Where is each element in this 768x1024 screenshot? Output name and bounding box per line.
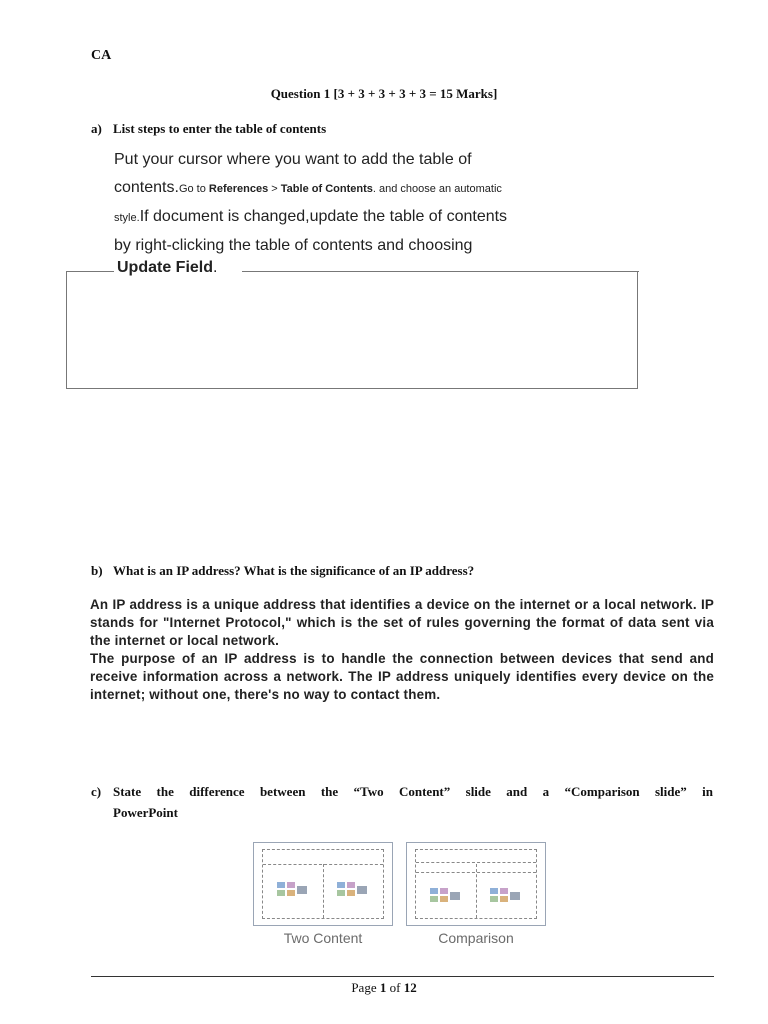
- footer-of-word: of: [386, 980, 404, 995]
- answer-a-line-2-big: contents.: [114, 179, 179, 196]
- part-b-label: b): [91, 563, 103, 578]
- answer-box-top-border-right: [242, 271, 639, 272]
- part-a-question: List steps to enter the table of contents: [113, 121, 327, 136]
- answer-a-line-2-small-1: Go to: [178, 183, 209, 195]
- part-c-question-line-1: State the difference between the “Two Content” slide and a “Comparison slide” in: [113, 784, 713, 799]
- answer-a-line-2-small-2: >: [268, 183, 281, 195]
- answer-box: [66, 271, 638, 389]
- answer-a-line-3-small: style.: [114, 212, 140, 224]
- page-footer: [0, 980, 768, 996]
- footer-page-word: Page: [351, 980, 380, 995]
- answer-a-line-1: Put your cursor where you want to add the table of: [114, 151, 472, 168]
- answer-a-references: References: [208, 183, 269, 195]
- content-placeholder-icons-icon: [430, 888, 462, 902]
- answer-a-line-5-end: .: [213, 259, 218, 276]
- footer-divider: [91, 976, 714, 977]
- content-placeholder-icons-icon: [490, 888, 522, 902]
- answer-a-line-4: by right-clicking the table of contents and choosing: [114, 237, 473, 254]
- header-code: CA: [91, 48, 112, 63]
- two-content-caption: Two Content: [283, 930, 363, 946]
- answer-a-line-2: [114, 174, 654, 203]
- part-b-para-1: An IP address is a unique address that identifies a device on the internet or a local network. IP stands for "Internet Protocol," which is the set of rules governing the format of data sent via the internet or local network.: [90, 597, 714, 648]
- part-b-question: What is an IP address? What is the significance of an IP address?: [113, 563, 475, 578]
- content-divider: [323, 864, 324, 918]
- part-a-label: a): [91, 121, 102, 136]
- part-c-label: c): [91, 784, 102, 799]
- slide-frame: [262, 849, 384, 919]
- answer-box-top-border-left: [66, 271, 114, 272]
- question-title: Question 1 [3 + 3 + 3 + 3 + 3 = 15 Marks]: [270, 86, 498, 101]
- comparison-caption: Comparison: [438, 930, 514, 946]
- content-divider: [476, 864, 477, 918]
- part-c-heading: [91, 781, 713, 823]
- answer-a-line-2-small-3: . and choose an automatic: [372, 183, 502, 195]
- part-b-answer: [90, 596, 714, 704]
- title-placeholder: [416, 850, 536, 863]
- footer-page-number: 1: [379, 980, 387, 995]
- slide-frame: [415, 849, 537, 919]
- part-a-heading: [91, 121, 326, 137]
- title-placeholder: [263, 850, 383, 865]
- answer-a-update-field: Update Field: [117, 259, 214, 276]
- part-a-answer: [114, 146, 654, 260]
- two-content-layout-thumbnail: [253, 842, 393, 926]
- content-placeholder-icons-icon: [277, 882, 309, 896]
- answer-a-toc: Table of Contents: [280, 183, 373, 195]
- answer-a-line-3: [114, 203, 654, 232]
- content-placeholder-icons-icon: [337, 882, 369, 896]
- part-c-question-line-2: PowerPoint: [113, 805, 178, 820]
- answer-a-line-5: [115, 259, 219, 277]
- answer-a-line-3-big: If document is changed,update the table of contents: [139, 208, 508, 225]
- comparison-layout-thumbnail: [406, 842, 546, 926]
- part-b-heading: [91, 563, 474, 579]
- powerpoint-layouts-figure: [253, 842, 553, 952]
- part-b-para-2: The purpose of an IP address is to handle the connection between devices that send and receive information across a network. The IP address uniquely identifies every device on the internet; without one, there's no way to contact them.: [90, 651, 714, 702]
- footer-total-pages: 12: [403, 980, 417, 995]
